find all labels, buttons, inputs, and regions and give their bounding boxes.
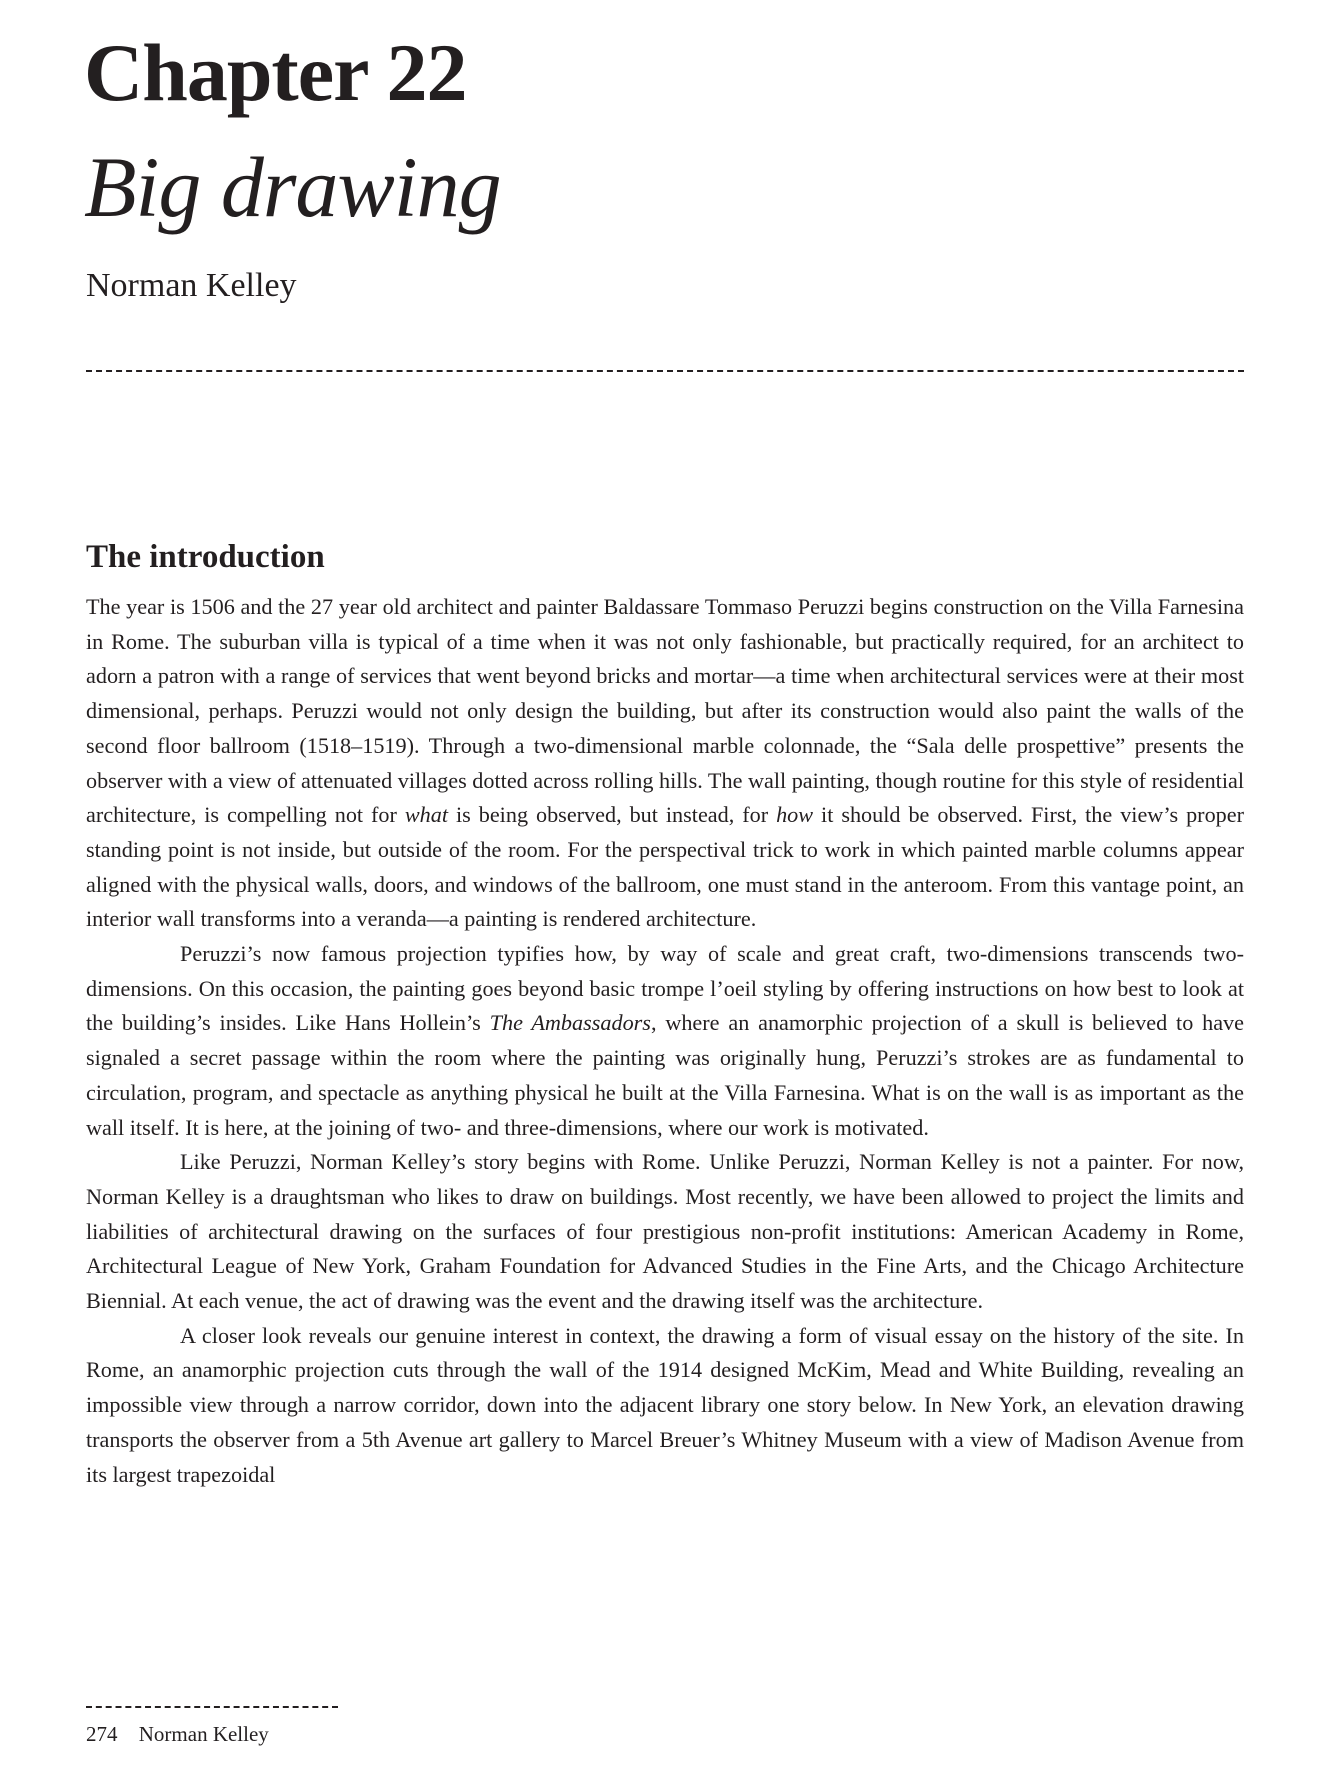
paragraph <box>86 937 1244 1145</box>
text-run: is being observed, but instead, for <box>448 802 777 828</box>
page-footer <box>86 1722 269 1747</box>
text-run: Peruzzi’s now famous projection typifies how, by way of scale and great craft, two-dimensions transcends two-dimensions. On this occasion, the painting goes beyond basic trompe l’oeil styling by offering instructions on how best to look at the building’s insides. Like Hans Hollein’s <box>86 941 1244 1036</box>
paragraph <box>86 1319 1244 1493</box>
text-run: A closer look reveals our genuine interest in context, the drawing a form of visual essay on the history of the site. In Rome, an anamorphic projection cuts through the wall of the 1914 designed McKim, Mead and White Building, revealing an impossible view through a narrow corridor, down into the adjacent library one story below. In New York, an elevation drawing transports the observer from a 5th Avenue art gallery to Marcel Breuer’s Whitney Museum with a view of Madison Avenue from its largest trapezoidal <box>86 1322 1244 1487</box>
paragraph <box>86 1145 1244 1319</box>
chapter-title: Big drawing <box>84 139 501 235</box>
text-run: The year is 1506 and the 27 year old architect and painter Baldassare Tommaso Peruzzi begins construction on the Villa Farnesina in Rome. The suburban villa is typical of a time when it was not only fashionable, but practically required, for an architect to adorn a patron with a range of services that went beyond bricks and mortar—a time when architectural services were at their most dimensional, perhaps. Peruzzi would not only design the building, but after its construction would also paint the walls of the second floor ballroom (1518–1519). Through a two-dimensional marble colonnade, the “Sala delle prospettive” presents the observer with a view of attenuated villages dotted across rolling hills. The wall painting, though routine for this style of residential architecture, is compelling not for <box>86 594 1245 828</box>
body-text <box>86 590 1244 1492</box>
header-dashed-rule <box>86 370 1244 372</box>
italic-text: what <box>404 802 449 828</box>
chapter-author: Norman Kelley <box>86 267 297 304</box>
chapter-number: Chapter 22 <box>84 27 467 118</box>
footer-dashed-rule <box>86 1706 338 1708</box>
text-run: Like Peruzzi, Norman Kelley’s story begins with Rome. Unlike Peruzzi, Norman Kelley is not a painter. For now, Norman Kelley is a draughtsman who likes to draw on buildings. Most recently, we have been allowed to project the limits and liabilities of architectural drawing on the surfaces of four prestigious non-profit institutions: American Academy in Rome, Architectural League of New York, Graham Foundation for Advanced Studies in the Fine Arts, and the Chicago Architecture Biennial. At each venue, the act of drawing was the event and the drawing itself was the architecture. <box>86 1149 1244 1314</box>
text-run: , where an anamorphic projection of a skull is believed to have signaled a secret passage within the room where the painting was originally hung, Peruzzi’s strokes are as fundamental to circulation, program, and spectacle as anything physical he built at the Villa Farnesina. What is on the wall is as important as the wall itself. It is here, at the joining of two- and three-dimensions, where our work is motivated. <box>86 1010 1245 1140</box>
section-heading: The introduction <box>86 539 325 575</box>
page-number: 274 <box>86 1722 118 1746</box>
text-run: it should be observed. First, the view’s proper standing point is not inside, but outside of the room. For the perspectival trick to work in which painted marble columns appear aligned with the physical walls, doors, and windows of the ballroom, one must stand in the anteroom. From this vantage point, an interior wall transforms into a veranda—a painting is rendered architecture. <box>86 802 1244 932</box>
italic-text: how <box>776 802 814 828</box>
running-head: Norman Kelley <box>138 1722 269 1746</box>
italic-text: The Ambassadors <box>489 1010 651 1036</box>
paragraph <box>86 590 1244 937</box>
